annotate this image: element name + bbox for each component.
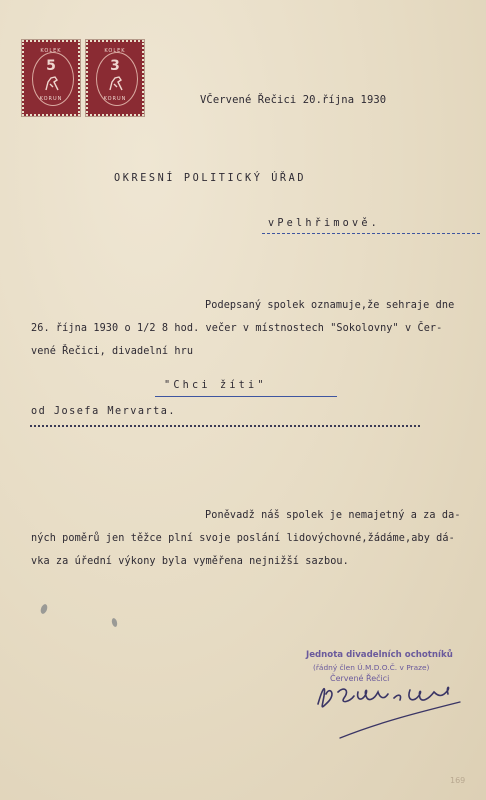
paragraph-line: 26. října 1930 o 1/2 8 hod. večer v místnostech "Sokolovny" v Čer- [31, 323, 443, 334]
recipient-office: OKRESNÍ POLITICKÝ ÚŘAD [114, 173, 307, 184]
revenue-stamp-3 [86, 40, 144, 116]
paper-speck [111, 618, 118, 628]
paragraph-line: vené Řečici, divadelní hru [31, 346, 194, 357]
stamp-footer: KORUN [103, 96, 127, 102]
place-date: VČervené Řečici 20.října 1930 [200, 94, 387, 106]
lion-emblem-icon [42, 72, 62, 94]
org-stamp-membership: (řádný člen Ú.M.D.O.Č. v Praze) [313, 663, 430, 672]
paragraph-line: vka za úřední výkony byla vyměřena nejnižší sazbou. [31, 556, 349, 567]
stamp-value: 5 [46, 58, 56, 74]
org-stamp-name: Jednota divadelních ochotníků [306, 650, 453, 660]
page-number: 169 [450, 776, 466, 785]
title-underline [155, 396, 337, 397]
underline-rule [262, 233, 480, 234]
paragraph-line: Podepsaný spolek oznamuje,že sehraje dne [205, 300, 455, 311]
paragraph-line: ných poměrů jen těžce plní svoje poslání lidovýchovné,žádáme,aby dá- [31, 533, 455, 544]
org-stamp-town: Červené Řečici [330, 674, 390, 683]
author-line: od Josefa Mervarta. [31, 406, 177, 417]
stamp-header: KOLEK [104, 48, 126, 54]
lion-emblem-icon [106, 72, 126, 94]
stamp-header: KOLEK [40, 48, 62, 54]
stamp-value: 3 [110, 58, 120, 74]
paragraph-line: Poněvadž náš spolek je nemajetný a za da- [205, 510, 461, 521]
dotted-rule [30, 425, 420, 427]
handwritten-signature-icon [310, 672, 480, 752]
stamp-footer: KORUN [39, 96, 63, 102]
recipient-town: vPelhřimově. [268, 218, 381, 229]
revenue-stamp-5 [22, 40, 80, 116]
play-title: "Chci žíti" [164, 380, 267, 391]
paper-speck [39, 603, 48, 614]
